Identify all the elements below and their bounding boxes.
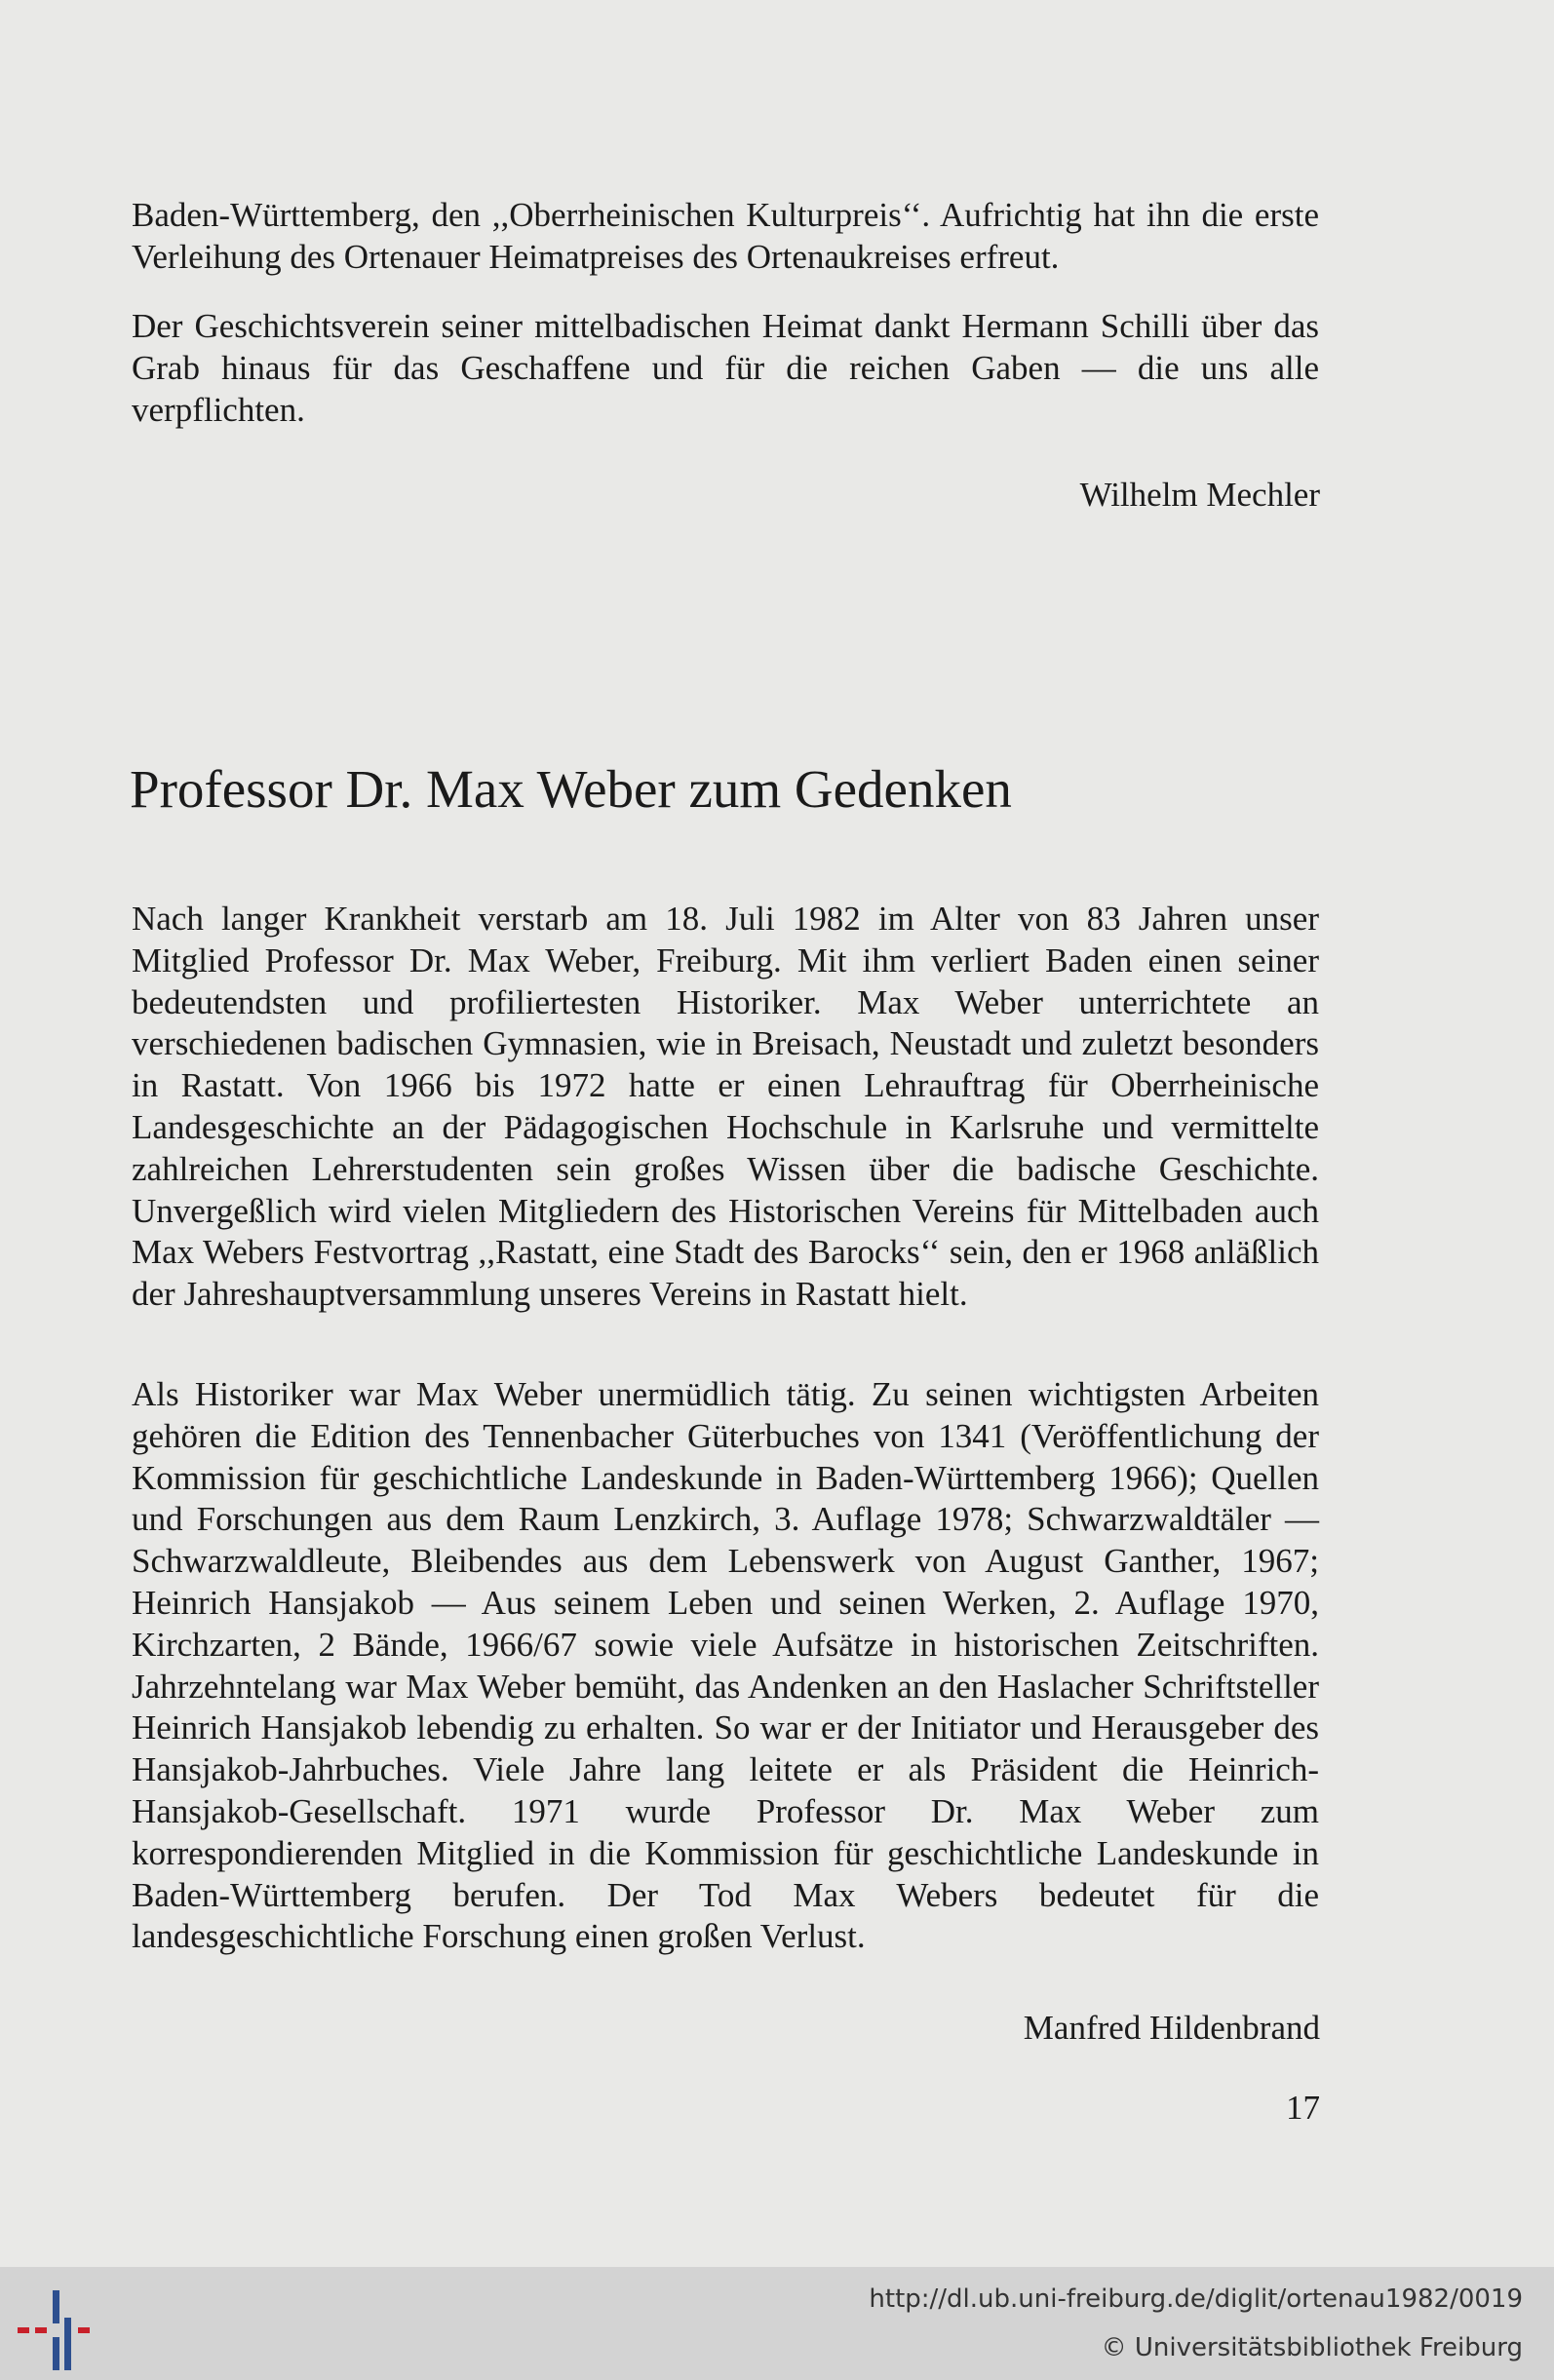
intro-paragraph-2: Der Geschichtsverein seiner mittelbadischen Heimat dankt Hermann Schilli über das Grab hinaus für das Geschaffene und für die reichen Gaben — die uns alle verpflichten. <box>132 307 1319 429</box>
footer-bar <box>0 2267 1554 2380</box>
page-number: 17 <box>1286 2089 1320 2127</box>
intro-paragraph-1: Baden-Württemberg, den ,,Oberrheinischen Kulturpreis‘‘. Aufrichtig hat ihn die erste Verleihung des Ortenauer Heimatpreises des Ortenaukreises erfreut. <box>132 196 1319 276</box>
signature-manfred-hildenbrand: Manfred Hildenbrand <box>1023 2009 1320 2047</box>
article-heading: Professor Dr. Max Weber zum Gedenken <box>130 759 1012 819</box>
body-paragraph-2: Als Historiker war Max Weber unermüdlich tätig. Zu seinen wichtigsten Arbeiten gehören die Edition des Tennenbacher Güterbuches von 1341 (Veröffentlichung der Kommission für geschichtliche Landeskunde in Baden-Württemberg 1966); Quellen und Forschungen aus dem Raum Lenzkirch, 3. Auflage 1978; Schwarzwaldtäler — Schwarzwaldleute, Bleibendes aus dem Lebenswerk von August Ganther, 1967; Heinrich Hansjakob — Aus seinem Leben und seinen Werken, 2. Auflage 1970, Kirchzarten, 2 Bände, 1966/67 sowie viele Aufsätze in historischen Zeitschriften. Jahrzehntelang war Max Weber bemüht, das Andenken an den Haslacher Schriftsteller Heinrich Hansjakob lebendig zu erhalten. So war er der Initiator und Herausgeber des Hansjakob-Jahrbuches. Viele Jahre lang leitete er als Präsident die Heinrich-Hansjakob-Gesellschaft. 1971 wurde Professor Dr. Max Weber zum korrespondierenden Mitglied in die Kommission für geschichtliche Landeskunde in Baden-Württemberg berufen. Der Tod Max Webers bedeutet für die landesgeschichtliche Forschung einen großen Verlust. <box>132 1375 1319 1956</box>
library-logo-icon <box>14 2288 101 2372</box>
copyright-notice: © Universitätsbibliothek Freiburg <box>1101 2333 1523 2362</box>
document-url-link[interactable]: http://dl.ub.uni-freiburg.de/diglit/ortenau1982/0019 <box>869 2284 1523 2314</box>
signature-wilhelm-mechler: Wilhelm Mechler <box>1079 476 1320 514</box>
body-paragraph-1: Nach langer Krankheit verstarb am 18. Juli 1982 im Alter von 83 Jahren unser Mitglied Professor Dr. Max Weber, Freiburg. Mit ihm verliert Baden einen seiner bedeutendsten und profiliertesten Historiker. Max Weber unterrichtete an verschiedenen badischen Gymnasien, wie in Breisach, Neustadt und zuletzt besonders in Rastatt. Von 1966 bis 1972 hatte er einen Lehrauftrag für Oberrheinische Landesgeschichte an der Pädagogischen Hochschule in Karlsruhe und vermittelte zahlreichen Lehrerstudenten sein großes Wissen über die badische Geschichte. Unvergeßlich wird vielen Mitgliedern des Historischen Vereins für Mittelbaden auch Max Webers Festvortrag ,,Rastatt, eine Stadt des Barocks‘‘ sein, den er 1968 anläßlich der Jahreshauptversammlung unseres Vereins in Rastatt hielt. <box>132 900 1319 1314</box>
